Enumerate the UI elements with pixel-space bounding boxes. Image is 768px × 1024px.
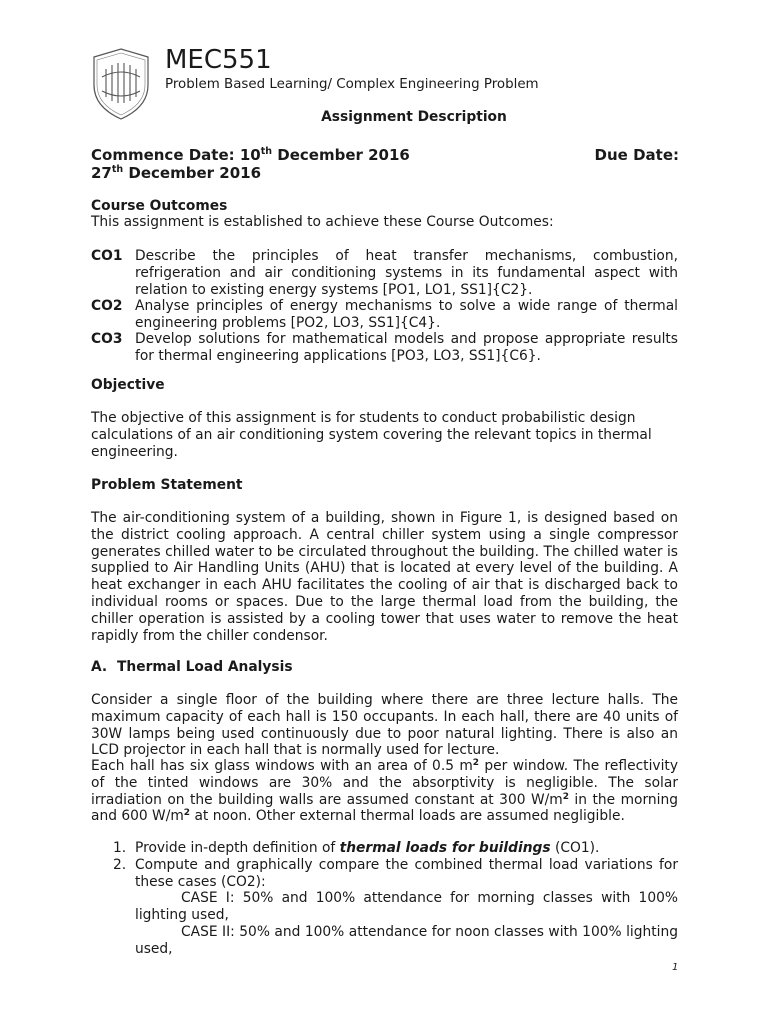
dates-block	[91, 146, 679, 182]
problem-statement-heading: Problem Statement	[91, 477, 243, 493]
case-1-text: CASE I: 50% and 100% attendance for morning classes with 100% lighting used,	[135, 890, 678, 924]
course-outcome-item	[91, 298, 678, 332]
course-subtitle: Problem Based Learning/ Complex Engineering Problem	[165, 77, 539, 92]
problem-statement-text: The air-conditioning system of a building, shown in Figure 1, is designed based on the district cooling approach. A central chiller system using a single compressor generates chilled water to be circulated throughout the building. The chilled water is supplied to Air Handling Units (AHU) that is located at every level of the building. A heat exchanger in each AHU facilitates the cooling of air that is discharged back to individual rooms or spaces. Due to the large thermal load from the building, the chiller operation is assisted by a cooling tower that uses water to remove the heat rapidly from the chiller condensor.	[91, 510, 678, 644]
outcome-text: Describe the principles of heat transfer mechanisms, combustion, refrigeration and air conditioning systems in its fundamental aspect with relation to existing energy systems [PO1, LO1, SS1]{C2}.	[135, 248, 678, 298]
outcome-text: Develop solutions for mathematical models and propose appropriate results for thermal engineering applications [PO3, LO3, SS1]{C6}.	[135, 331, 678, 364]
task-list	[91, 840, 678, 958]
case-2-text: CASE II: 50% and 100% attendance for noon classes with 100% lighting used,	[135, 923, 678, 957]
outcome-code: CO3	[91, 331, 123, 347]
course-outcomes-heading: Course Outcomes	[91, 198, 228, 214]
list-item: 2. Compute and graphically compare the combined thermal load variations for these cases (CO2): CASE I: 50% and 100% attendance for morning classes with 100% lighting used, CASE II: 50% and 100% attendance for noon classes with 100% lighting used,	[113, 856, 678, 957]
outcome-code: CO1	[91, 248, 123, 264]
document-title: Assignment Description	[321, 109, 507, 125]
course-code: MEC551	[165, 45, 272, 75]
course-outcomes-intro: This assignment is established to achieve these Course Outcomes:	[91, 214, 554, 230]
outcome-code: CO2	[91, 298, 123, 314]
due-date-label: Due Date:	[594, 146, 679, 164]
page-number: 1	[672, 962, 679, 973]
outcome-text: Analyse principles of energy mechanisms to solve a wide range of thermal engineering problems [PO2, LO3, SS1]{C4}.	[135, 298, 678, 331]
objective-text: The objective of this assignment is for students to conduct probabilistic design calculations of an air conditioning system covering the relevant topics in thermal engineering.	[91, 410, 652, 460]
section-a-paragraph-2: Each hall has six glass windows with an area of 0.5 $m^2$ per window. The reflectivity of the tinted windows are 30% and the absorptivity is negligible. The solar irradiation on the building walls are assumed constant at 300 $W/m^2$ in the morning and 600 $W/m^2$ at noon. Other external thermal loads are assumed negligible.	[91, 758, 678, 825]
due-date: 27th December 2016	[91, 164, 262, 182]
list-item: 1. Provide in-depth definition of thermal loads for buildings (CO1).	[113, 840, 600, 856]
section-a-heading: A. Thermal Load Analysis	[91, 659, 293, 675]
course-outcome-item	[91, 331, 678, 365]
section-a-paragraph-1: Consider a single floor of the building where there are three lecture halls. The maximum capacity of each hall is 150 occupants. In each hall, there are 40 units of 30W lamps being used continuously due to poor natural lighting. There is also an LCD projector in each hall that is normally used for lecture.	[91, 692, 678, 759]
course-outcome-item	[91, 248, 678, 298]
commence-date: Commence Date: 10th December 2016	[91, 146, 410, 164]
objective-heading: Objective	[91, 377, 165, 393]
